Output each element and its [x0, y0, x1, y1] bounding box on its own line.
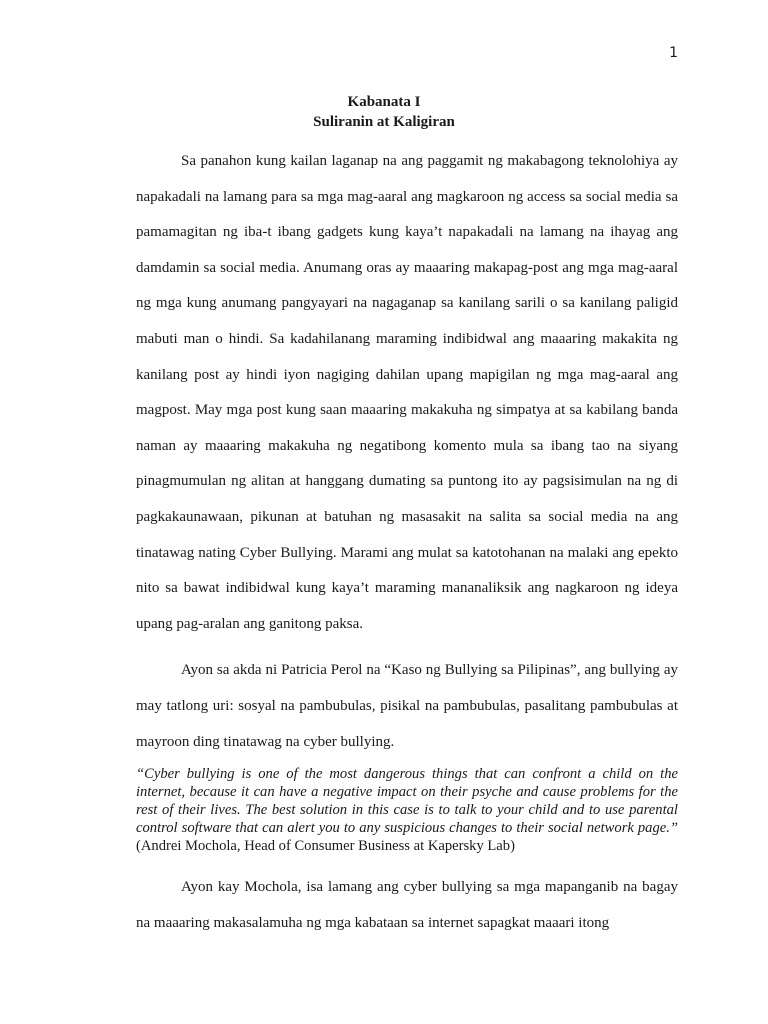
page-number: 1 [669, 45, 678, 61]
chapter-title: Suliranin at Kaligiran [313, 114, 455, 130]
chapter-heading [0, 92, 768, 132]
quote-attribution: (Andrei Mochola, Head of Consumer Business at Kapersky Lab) [136, 838, 515, 854]
chapter-label: Kabanata I [347, 94, 421, 110]
block-quote [136, 765, 678, 855]
body-paragraph: Ayon kay Mochola, isa lamang ang cyber bullying sa mga mapanganib na bagay na maaaring makasalamuha ng mga kabataan sa internet sapagkat maaari itong [136, 879, 678, 931]
body-paragraph: Ayon sa akda ni Patricia Perol na “Kaso ng Bullying sa Pilipinas”, ang bullying ay may tatlong uri: sosyal na pambubulas, pisikal na pambubulas, pasalitang pambubulas at mayroon ding tinatawag na cyber bullying. [136, 662, 678, 750]
body-paragraph: Sa panahon kung kailan laganap na ang paggamit ng makabagong teknolohiya ay napakadali na lamang para sa mga mag-aaral ang magkaroon ng access sa social media sa pamamagitan ng iba-t ibang gadgets kung kaya’t napakadali na lamang na ihayag ang damdamin sa social media. Anumang oras ay maaaring makapag-post ang mga mag-aaral ng mga kung anumang pangyayari na nagaganap sa kanilang sarili o sa kanilang paligid mabuti man o hindi. Sa kadahilanang maraming indibidwal ang maaaring makakita ng kanilang post ay hindi iyon nagiging dahilan upang mapigilan ng mga mag-aaral ang magpost. May mga post kung saan maaaring makakuha ng simpatya at sa kabilang banda naman ay maaaring makakuha ng negatibong komento mula sa ibang tao na siyang pinagmumulan ng alitan at hanggang dumating sa puntong ito ay pagsisimulan na ng di pagkakaunawaan, pikunan at batuhan ng masasakit na salita sa social media na ang tinatawag nating Cyber Bullying. Marami ang mulat sa katotohanan na malaki ang epekto nito sa bawat indibidwal kung kaya’t maraming mananaliksik ang nagkaroon ng ideya upang pag-aralan ang ganitong paksa. [136, 153, 678, 632]
quote-text: “Cyber bullying is one of the most dangerous things that can confront a child on the internet, because it can have a negative impact on their psyche and cause problems for the rest of their lives. The best solution in this case is to talk to your child and to use parental control software that can alert you to any suspicious changes to their social network page.” [136, 766, 678, 836]
